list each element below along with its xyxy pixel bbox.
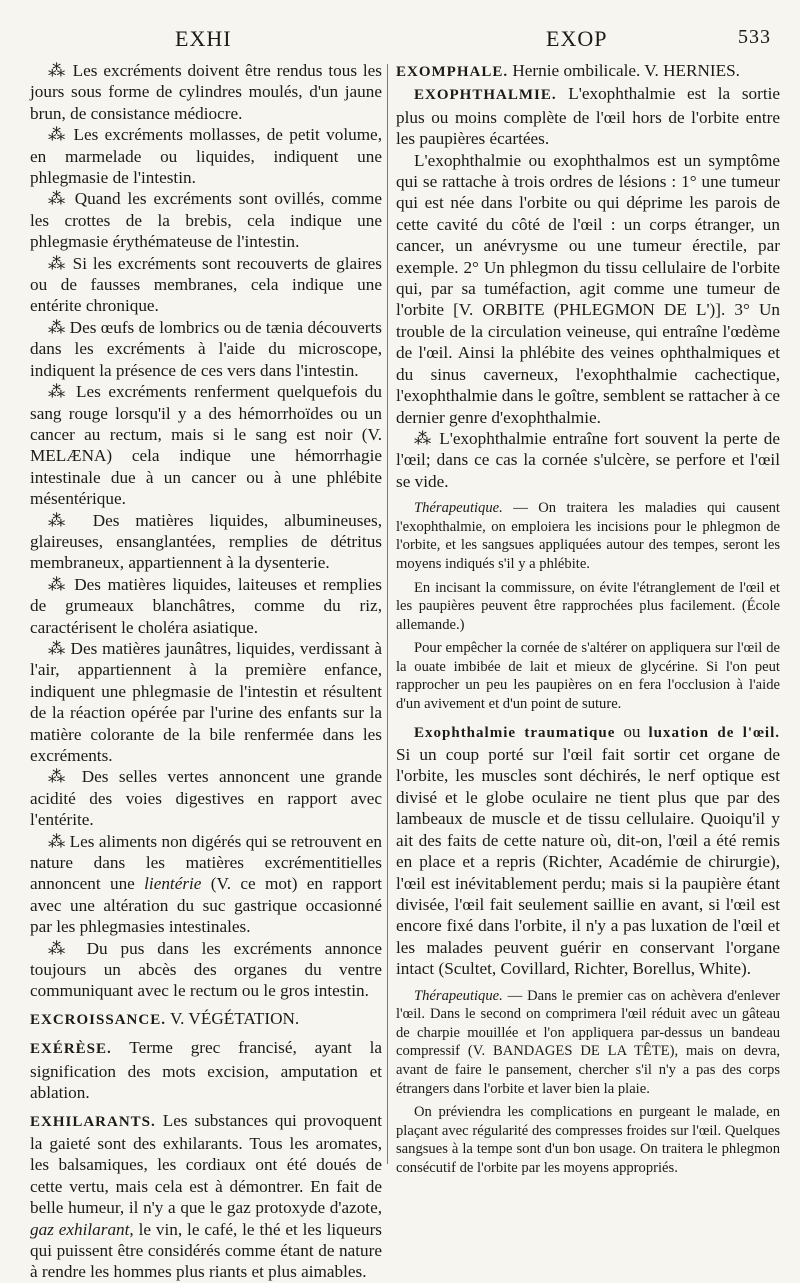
entry-exerese [30, 1037, 382, 1103]
entry-headword: EXCROISSANCE. [30, 1011, 166, 1028]
entry-headword: EXÉRÈSE. [30, 1041, 112, 1058]
text-run: (V. ce mot) en rapport avec une altération du suc gastrique occasionné par les phlegmasies intestinales. [30, 874, 382, 937]
paragraph: ⁂ Si les excréments sont recouverts de glaires ou de fausses membranes, cela indique une entérite chronique. [30, 253, 382, 316]
paragraph: ⁂ Les excréments doivent être rendus tous les jours sous forme de cylindres moulés, d'un jaune brun, de consistance médiocre. [30, 61, 382, 123]
note-text: — On traitera les maladies qui causent l'exophthalmie, on emploiera les incisions pour le phlegmon de l'orbite, et les sangsues appliquées autour des tempes, seront les moyens indiqués s'il y a phlébite. [396, 500, 780, 572]
column-divider [387, 64, 388, 1164]
italic-term: gaz exhilarant [30, 1219, 130, 1239]
paragraph: ⁂ Les excréments renferment quelquefois du sang rouge lorsqu'il y a des hémorrhoïdes ou un cancer au rectum, mais si le sang est noir (V. MELÆNA) cela indique une hémorrhagie intestinale due à un cancer ou à une phlébite mésentérique. [30, 382, 382, 509]
entry-excroissance [30, 1008, 382, 1031]
entry-text: Les substances qui provoquent la gaieté sont des exhilarants. Tous les aromates, les balsamiques, les cordiaux ont été doués de cette vertu, mais cela est à démontrer. En fait de belle humeur, il n'y a que le gaz protoxyde d'azote, [30, 1110, 382, 1218]
entry-text: L'exophthalmie est la sortie plus ou moins complète de l'œil hors de l'orbite entre les paupières écartées. [396, 84, 780, 149]
left-column [30, 60, 382, 1283]
paragraph: L'exophthalmie ou exophthalmos est un symptôme qui se rattache à trois ordres de lésions : 1° une tumeur qui est née dans l'orbite ou qui déprime les parois de cette cavité du côté de l'œil : un corps étranger, un cancer, un anévrysme ou une tumeur érectile, par exemple. 2° Un phlegmon du tissu cellulaire de l'orbite qui, par sa tuméfaction, agit comme une tumeur de l'orbite [V. ORBITE (PHLEGMON DE L')]. 3° Un trouble de la circulation veineuse, qui entraîne l'œdème de l'œil. Ainsi la phlébite des veines ophthalmiques et du sinus caverneux, l'exophthalmie cachectique, l'exophthalmie dans le goître, semblent se rattacher à ce dernier genre d'exophthalmie. [396, 150, 780, 427]
entry-text: Terme grec francisé, ayant la signification des mots excision, amputation et ablation. [30, 1038, 382, 1103]
entry-headword: luxation de l'œil. [648, 724, 781, 741]
header-left-word: EXHI [175, 26, 232, 51]
entry-exophthalmie-traumatique [396, 721, 780, 980]
paragraph [30, 831, 382, 938]
entry-exhilarants [30, 1110, 382, 1283]
paragraph: ⁂ Du pus dans les excréments annonce toujours un abcès des organes du ventre communiquant avec le rectum ou le gros intestin. [30, 938, 382, 1001]
header-center-word: EXOP [546, 26, 608, 51]
paragraph: ⁂ L'exophthalmie entraîne fort souvent la perte de l'œil; dans ce cas la cornée s'ulcère, se perfore et l'œil se vide. [396, 428, 780, 491]
entry-text: V. VÉGÉTATION. [165, 1008, 300, 1028]
entry-headword: EXOPHTHALMIE. [414, 87, 557, 104]
page-number: 533 [738, 26, 771, 48]
entry-headword: EXHILARANTS. [30, 1113, 156, 1130]
entry-text: Si un coup porté sur l'œil fait sortir cet organe de l'orbite, les muscles sont déchirés, le nerf optique est divisé et le globe oculaire ne tient plus que par des lambeaux de muscle et de tissu cellulaire. Quoiqu'il y ait des faits de cette nature où, dit-on, l'œil a été remis en place et a repris (Richter, Académie de chirurgie), l'œil est inévitablement perdu; mais si la paupière étant divisée, l'œil fait seulement saillie en avant, si l'œil est encore fixé dans l'orbite, il n'y a pas luxation de l'œil et les malades peuvent guérir en conservant l'organe intact (Scultet, Covillard, Richter, Borellus, White). [396, 745, 780, 979]
entry-exomphale [396, 60, 780, 83]
entry-headword: Exophthalmie traumatique [414, 724, 616, 741]
entry-text: Hernie ombilicale. V. HERNIES. [508, 61, 740, 80]
note-paragraph: On préviendra les complications en purgeant le malade, en plaçant avec régularité des compresses froides sur l'œil. Quelques sangsues à la tempe sont d'un bon usage. On traitera le phlegmon consécutif de l'orbite par les moyens appropriés. [396, 1104, 780, 1176]
running-header [0, 26, 800, 56]
paragraph: ⁂ Quand les excréments sont ovillés, comme les crottes de la brebis, cela indique une phlegmasie érythémateuse de l'intestin. [30, 189, 382, 252]
paragraph: ⁂ Des matières liquides, laiteuses et remplies de grumeaux blanchâtres, comme du riz, caractérisent le choléra asiatique. [30, 574, 382, 637]
text-run: ⁂ Les aliments non digérés qui se retrouvent en nature dans les matières excrémentitielles annoncent une [30, 831, 382, 894]
note-paragraph: En incisant la commissure, on évite l'étranglement de l'œil et les paupières peuvent être rapprochées plus facilement. (École allemande.) [396, 579, 780, 633]
therapeutique-label: Thérapeutique. [414, 500, 503, 517]
paragraph: ⁂ Des matières liquides, albumineuses, glaireuses, ensanglantées, remplies de détritus membraneux, appartiennent à la dysenterie. [30, 510, 382, 573]
entry-exophthalmie [396, 83, 780, 149]
therapeutique-note [396, 499, 780, 573]
therapeutique-note [396, 987, 780, 1099]
italic-term: lientérie [144, 874, 202, 894]
right-column [396, 60, 780, 1177]
paragraph: ⁂ Des matières jaunâtres, liquides, verdissant à l'air, appartiennent à la première enfance, indiquent une phlegmasie de l'intestin et résultent de la réaction opérée par l'urine des enfants sur la matière colorante de la bile renfermée dans les excréments. [30, 638, 382, 765]
entry-headword: EXOMPHALE. [396, 64, 509, 80]
paragraph: ⁂ Les excréments mollasses, de petit volume, en marmelade ou liquides, indiquent une phlegmasie de l'intestin. [30, 125, 382, 188]
paragraph: ⁂ Des œufs de lombrics ou de tænia découverts dans les excréments à l'aide du microscope, indiquent la présence de ces vers dans l'intestin. [30, 317, 382, 380]
entry-text: , le vin, le café, le thé et les liqueurs qui puissent être considérés comme étant de nature à rendre les hommes plus riants et plus aimables. [30, 1219, 382, 1282]
entry-text: ou [615, 721, 649, 741]
note-text: — Dans le premier cas on achèvera d'enlever l'œil. Dans le second on comprimera l'œil réduit avec un gâteau de charpie mouillée et l'on appliquera par-dessus un bandeau compressif (V. BANDAGES DE LA TÊTE), mais on devra, avant de faire le pansement, chercher s'il n'y a pas des corps étrangers dans l'orbite et laver bien la plaie. [396, 987, 780, 1097]
paragraph: ⁂ Des selles vertes annoncent une grande acidité des voies digestives en rapport avec l'entérite. [30, 767, 382, 830]
note-paragraph: Pour empêcher la cornée de s'altérer on appliquera sur l'œil de la ouate imbibée de lait et mieux de glycérine. Si l'on peut rapprocher un peu les paupières on en fera l'occlusion à l'aide d'un avivement et d'un point de suture. [396, 640, 780, 713]
therapeutique-label: Thérapeutique. [414, 987, 503, 1004]
